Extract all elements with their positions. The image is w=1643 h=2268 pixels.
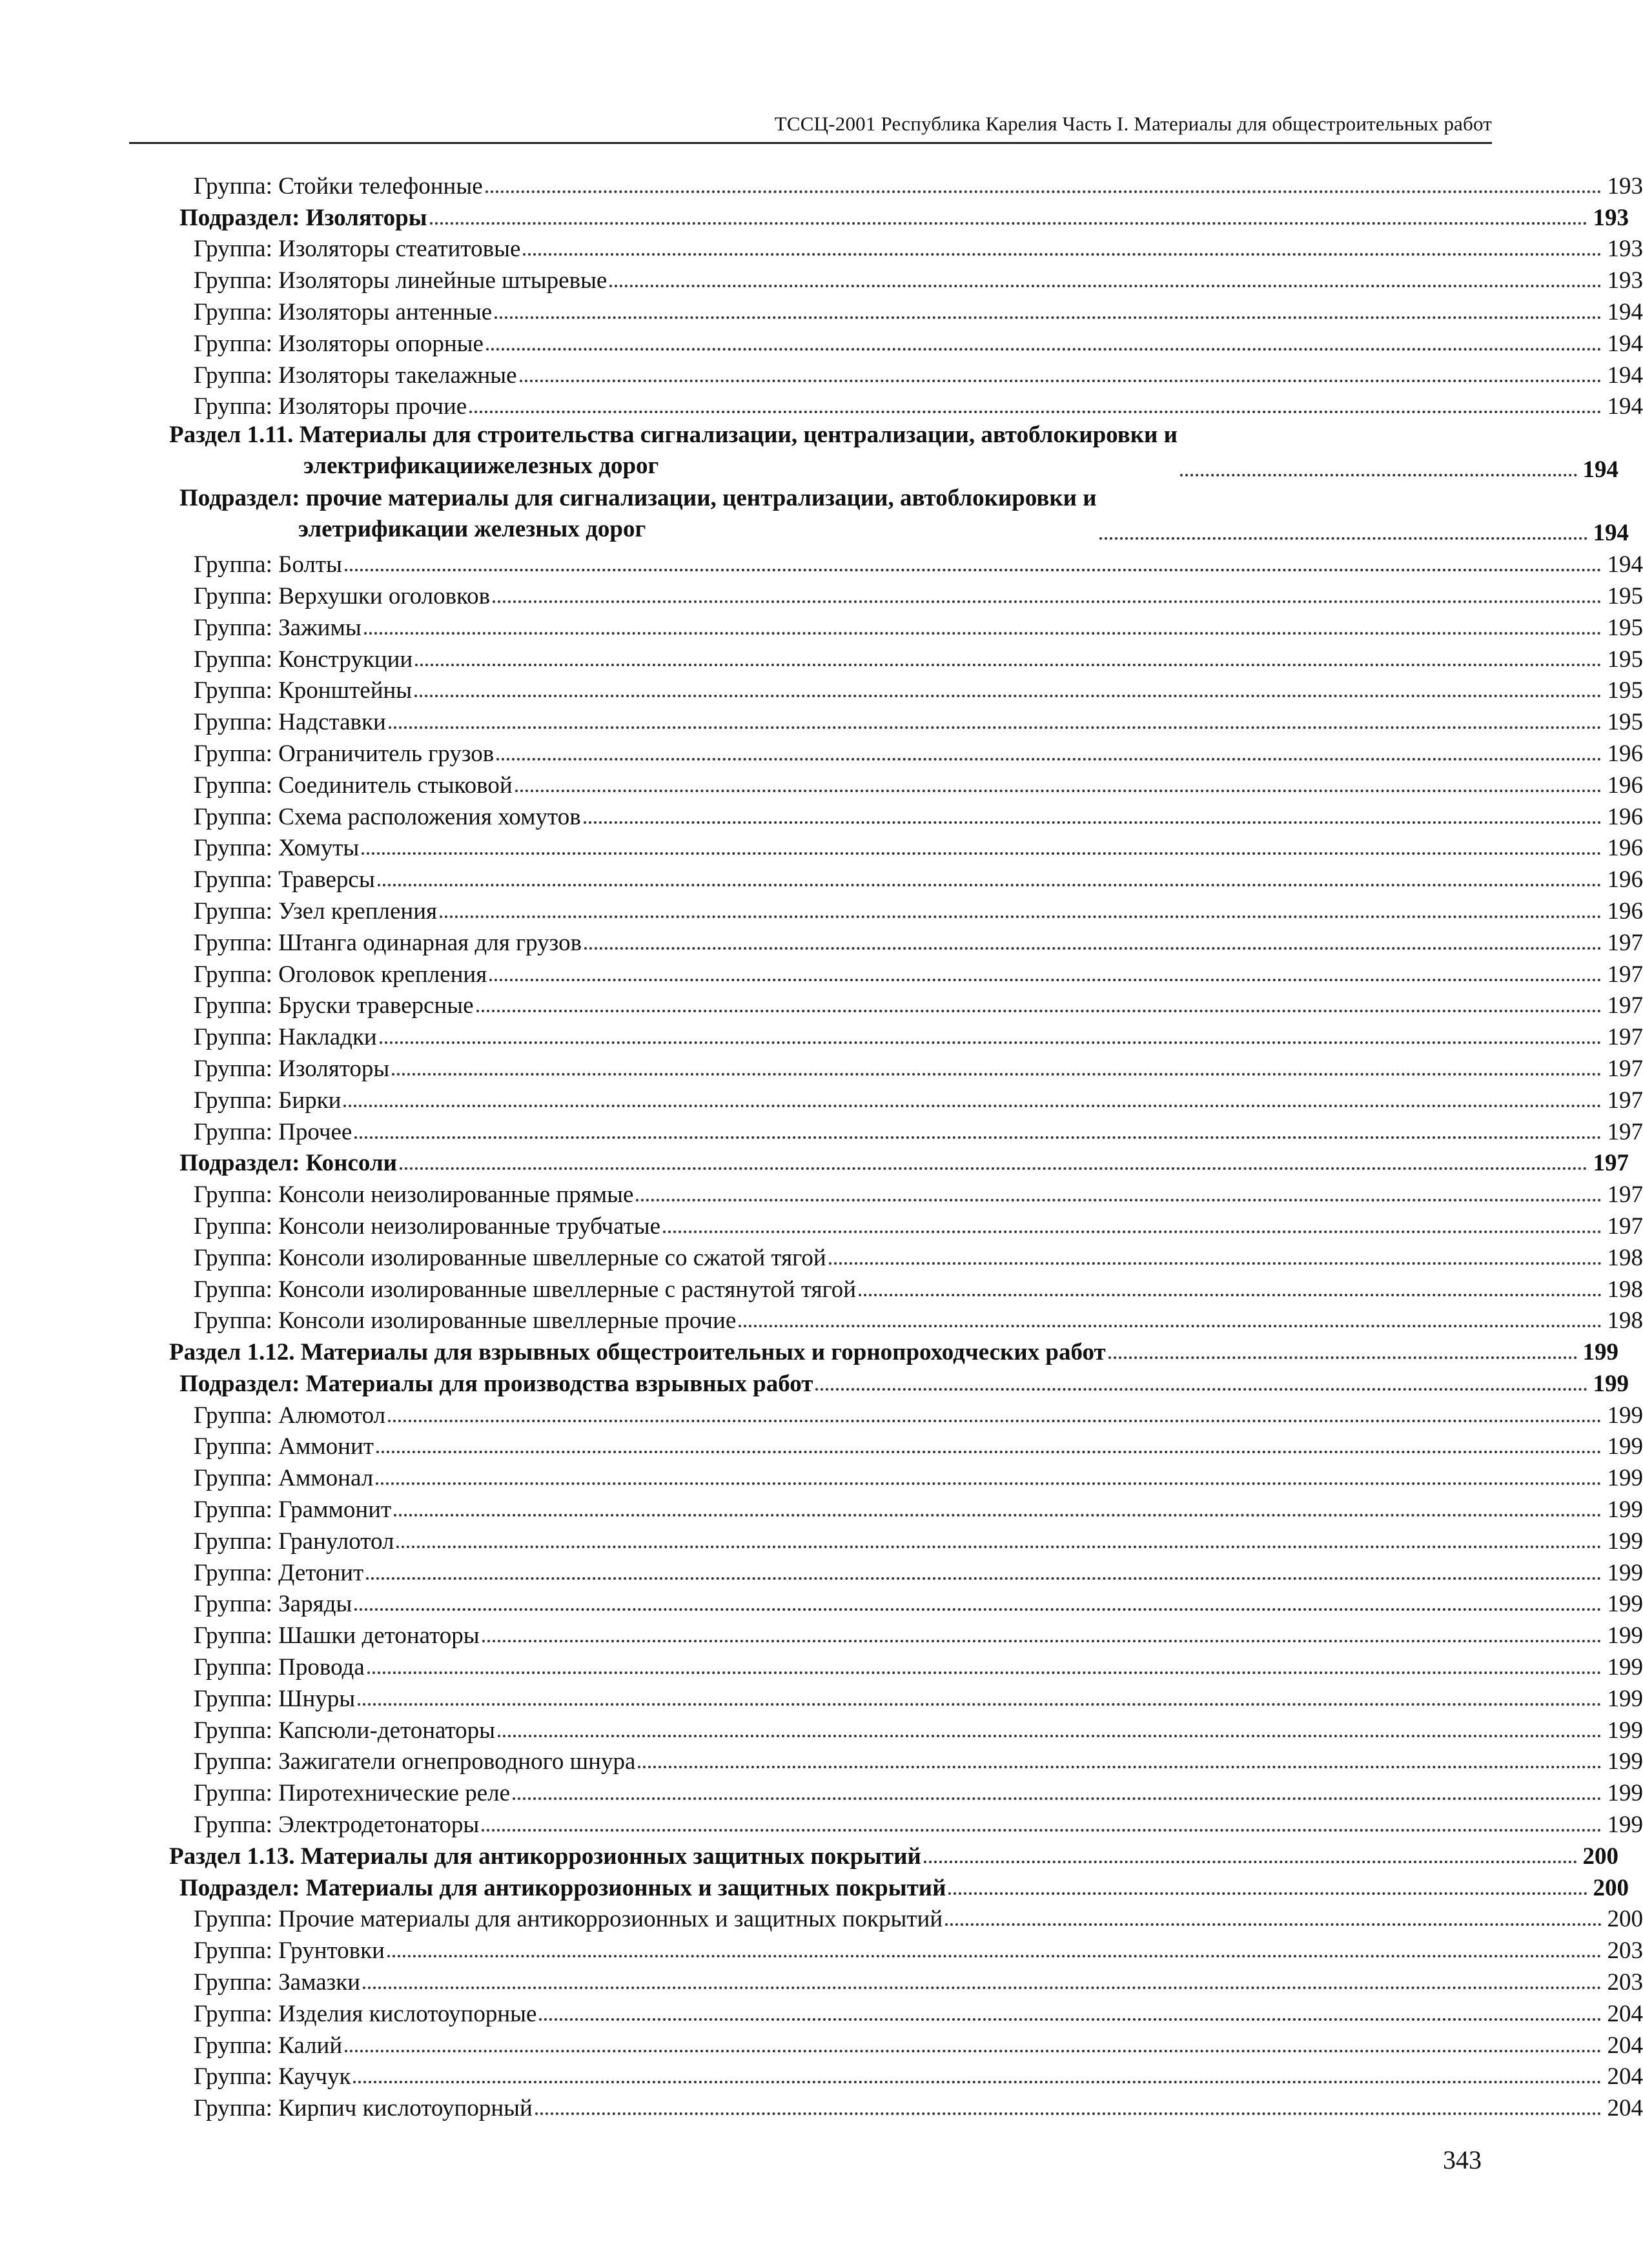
entry-title: Группа: Оголовок крепления (194, 961, 487, 988)
entry-page-number: 199 (1607, 1812, 1643, 1839)
entry-page-number: 196 (1607, 803, 1643, 830)
entry-title: Раздел 1.13. Материалы для антикоррозионных защитных покрытий (169, 1843, 921, 1870)
entry-title: Группа: Грунтовки (194, 1937, 385, 1965)
toc-entry-group[interactable] (0, 2089, 1643, 2120)
entry-title: Группа: Гранулотол (194, 1527, 394, 1555)
entry-title: Группа: Детонит (194, 1559, 364, 1586)
entry-title: Подраздел: Материалы для производства взрывных работ (179, 1370, 813, 1397)
entry-page-number: 197 (1607, 1087, 1643, 1114)
entry-page-number: 199 (1607, 1527, 1643, 1555)
dot-leader (1099, 537, 1587, 540)
entry-title: Группа: Шнуры (194, 1685, 356, 1712)
dot-leader (489, 979, 1602, 981)
toc-entry-group[interactable] (0, 2026, 1643, 2058)
dot-leader (430, 222, 1587, 225)
entry-title: Группа: Кирпич кислотоупорный (194, 2095, 533, 2122)
dot-leader (469, 411, 1602, 413)
toc-entry-group[interactable] (0, 892, 1643, 923)
dot-leader (400, 1167, 1587, 1170)
toc-entry-group[interactable] (0, 545, 1643, 577)
entry-page-number: 197 (1607, 1212, 1643, 1240)
toc-entry-group[interactable] (0, 2058, 1643, 2089)
entry-page-number: 199 (1607, 1497, 1643, 1524)
entry-title: Группа: Каучук (194, 2063, 351, 2090)
entry-title: Группа: Аммонит (194, 1433, 374, 1460)
toc-entry-group[interactable] (0, 1112, 1643, 1144)
entry-title: Подраздел: Материалы для антикоррозионных и защитных покрытий (179, 1874, 946, 1901)
entry-title: Группа: Изоляторы антенные (194, 298, 493, 325)
dot-leader (482, 1829, 1602, 1832)
toc-entry-group[interactable] (0, 230, 1643, 261)
entry-title (169, 420, 1178, 482)
entry-title: Группа: Калий (194, 2032, 343, 2059)
entry-title: Группа: Пиротехнические реле (194, 1780, 510, 1807)
dot-leader (354, 1608, 1602, 1611)
entry-title: Группа: Изоляторы прочие (194, 393, 467, 420)
header-title: ТССЦ-2001 Республика Карелия Часть I. Материалы для общестроительных работ (774, 112, 1492, 135)
toc-entry-group[interactable] (0, 1427, 1643, 1459)
dot-leader (663, 1231, 1602, 1233)
dot-leader (392, 1073, 1602, 1076)
entry-page-number: 199 (1607, 1465, 1643, 1492)
dot-leader (636, 1199, 1602, 1201)
entry-title: Группа: Изоляторы линейные штыревые (194, 267, 607, 294)
toc-entry-group[interactable] (0, 1017, 1643, 1049)
dot-leader (394, 1514, 1602, 1517)
entry-title: Группа: Соединитель стыковой (194, 771, 513, 799)
dot-leader (498, 1735, 1602, 1737)
entry-page-number: 197 (1607, 1118, 1643, 1145)
page-number: 343 (1443, 2145, 1482, 2174)
toc-entry-group[interactable] (0, 292, 1643, 324)
dot-leader (476, 1010, 1602, 1012)
entry-title: Группа: Траверсы (194, 866, 375, 894)
dot-leader (353, 2081, 1602, 2083)
entry-title: Группа: Зажимы (194, 614, 362, 641)
entry-page-number: 200 (1582, 1843, 1618, 1870)
dot-leader (486, 348, 1602, 351)
dot-leader (485, 190, 1602, 193)
entry-page-number: 194 (1607, 330, 1643, 357)
dot-leader (515, 790, 1602, 792)
dot-leader (495, 316, 1602, 319)
toc-entry-group[interactable] (0, 1522, 1643, 1553)
toc-entry-group[interactable] (0, 1805, 1643, 1837)
dot-leader (354, 1136, 1602, 1139)
entry-title: Группа: Консоли изолированные швеллерные прочие (194, 1307, 737, 1334)
toc-entry-group[interactable] (0, 640, 1643, 671)
entry-page-number: 204 (1607, 2063, 1643, 2090)
toc-entry-group[interactable] (0, 1931, 1643, 1963)
toc-entry-subsection[interactable] (0, 1364, 1629, 1396)
entry-page-number: 199 (1607, 1402, 1643, 1429)
dot-leader (380, 1041, 1602, 1044)
toc-entry-group[interactable] (0, 1900, 1643, 1932)
dot-leader (584, 947, 1602, 950)
toc-entry-group[interactable] (0, 829, 1643, 861)
entry-title: Группа: Провода (194, 1654, 365, 1681)
entry-page-number: 196 (1607, 740, 1643, 767)
entry-title: Группа: Схема расположения хомутов (194, 803, 581, 830)
dot-leader (387, 1955, 1602, 1957)
dot-leader (638, 1766, 1602, 1768)
entry-page-number: 198 (1607, 1307, 1643, 1334)
entry-page-number: 195 (1607, 614, 1643, 641)
dot-leader (815, 1388, 1587, 1391)
entry-title: Группа: Граммонит (194, 1497, 392, 1524)
toc-entry-group[interactable] (0, 577, 1643, 608)
entry-page-number: 198 (1607, 1244, 1643, 1271)
entry-page-number: 195 (1607, 646, 1643, 673)
dot-leader (378, 884, 1602, 886)
entry-title: Группа: Прочие материалы для антикоррозионных и защитных покрытий (194, 1906, 943, 1933)
dot-leader (363, 1987, 1602, 1989)
entry-page-number: 197 (1607, 1055, 1643, 1082)
toc-entry-group[interactable] (0, 1679, 1643, 1711)
entry-page-number: 194 (1607, 551, 1643, 578)
toc-entry-group[interactable] (0, 1238, 1643, 1270)
toc-entry-group[interactable] (0, 1490, 1643, 1522)
entry-title: Группа: Изоляторы такелажные (194, 362, 517, 389)
entry-title: Группа: Консоли изолированные швеллерные с растянутой тягой (194, 1276, 857, 1303)
toc-entry-group[interactable] (0, 1270, 1643, 1302)
entry-title: Группа: Консоли неизолированные трубчатые (194, 1212, 661, 1240)
toc-entry-group[interactable] (0, 1616, 1643, 1648)
entry-page-number: 199 (1607, 1717, 1643, 1744)
dot-leader (1108, 1356, 1577, 1359)
toc-entry-section[interactable] (0, 1333, 1618, 1364)
entry-title: Группа: Бирки (194, 1087, 342, 1114)
entry-page-number: 197 (1593, 1150, 1629, 1177)
entry-title: Группа: Конструкции (194, 646, 413, 673)
entry-page-number: 199 (1607, 1654, 1643, 1681)
entry-title: Группа: Изоляторы (194, 1055, 390, 1082)
entry-title: Подраздел: Изоляторы (179, 204, 427, 231)
entry-title: Группа: Штанга одинарная для грузов (194, 929, 582, 956)
dot-leader (345, 569, 1602, 571)
dot-leader (414, 695, 1602, 697)
entry-page-number: 195 (1607, 677, 1643, 704)
toc-entry-group[interactable] (0, 702, 1643, 734)
entry-page-number: 199 (1607, 1433, 1643, 1460)
entry-page-number: 195 (1607, 709, 1643, 736)
entry-page-number: 193 (1607, 267, 1643, 294)
entry-page-number: 197 (1607, 1024, 1643, 1051)
entry-page-number: 199 (1607, 1559, 1643, 1586)
entry-page-number: 196 (1607, 835, 1643, 862)
entry-page-number: 196 (1607, 866, 1643, 894)
entry-title: Группа: Консоли неизолированные прямые (194, 1181, 634, 1209)
entry-title: Группа: Заряды (194, 1591, 352, 1618)
toc-entry-group[interactable] (0, 1585, 1643, 1617)
toc-entry-subsection[interactable] (0, 1144, 1629, 1176)
toc-entry-section[interactable] (0, 418, 1618, 482)
toc-entry-group[interactable] (0, 387, 1643, 419)
toc-entry-group[interactable] (0, 608, 1643, 640)
toc-entry-group[interactable] (0, 1553, 1643, 1585)
entry-title: Раздел 1.12. Материалы для взрывных общестроительных и горнопроходческих работ (169, 1339, 1106, 1366)
table-of-contents (0, 167, 1643, 2122)
toc-entry-group[interactable] (0, 671, 1643, 703)
entry-page-number: 197 (1607, 961, 1643, 988)
entry-title-line-2: элетрификации железных дорог (298, 516, 646, 543)
toc-entry-group[interactable] (0, 986, 1643, 1018)
entry-page-number: 196 (1607, 897, 1643, 925)
entry-title: Группа: Хомуты (194, 835, 360, 862)
entry-page-number: 196 (1607, 771, 1643, 799)
entry-title: Группа: Верхушки оголовков (194, 582, 491, 609)
toc-entry-group[interactable] (0, 1049, 1643, 1081)
entry-title: Группа: Бруски траверсные (194, 992, 474, 1019)
toc-entry-group[interactable] (0, 1207, 1643, 1238)
toc-entry-group[interactable] (0, 1742, 1643, 1774)
entry-title: Группа: Изделия кислотоупорные (194, 2000, 537, 2027)
dot-leader (535, 2112, 1602, 2115)
dot-leader (496, 758, 1602, 761)
entry-page-number: 194 (1582, 456, 1618, 484)
dot-leader (829, 1262, 1602, 1265)
toc-entry-group[interactable] (0, 734, 1643, 766)
dot-leader (415, 664, 1602, 666)
entry-title: Группа: Капсюли-детонаторы (194, 1717, 496, 1744)
toc-entry-group[interactable] (0, 1302, 1643, 1333)
dot-leader (358, 1703, 1602, 1706)
dot-leader (343, 1105, 1602, 1107)
dot-leader (389, 726, 1602, 729)
dot-leader (482, 1640, 1602, 1642)
entry-title: Группа: Кронштейны (194, 677, 413, 704)
entry-title: Группа: Изоляторы опорные (194, 330, 484, 357)
toc-entry-group[interactable] (0, 356, 1643, 387)
entry-page-number: 197 (1607, 929, 1643, 956)
entry-page-number: 198 (1607, 1276, 1643, 1303)
running-header (129, 111, 1492, 144)
entry-page-number: 199 (1607, 1748, 1643, 1775)
entry-page-number: 199 (1607, 1591, 1643, 1618)
entry-page-number: 199 (1593, 1370, 1629, 1397)
toc-entry-group[interactable] (0, 261, 1643, 292)
entry-title-line-1: Раздел 1.11. Материалы для строительства сигнализации, централизации, автоблокировки и (169, 422, 1178, 449)
dot-leader (739, 1325, 1602, 1327)
entry-title: Группа: Узел крепления (194, 897, 438, 925)
entry-page-number: 193 (1607, 236, 1643, 263)
toc-entry-group[interactable] (0, 1175, 1643, 1207)
entry-page-number: 193 (1593, 204, 1629, 231)
dot-leader (948, 1892, 1587, 1895)
entry-page-number: 197 (1607, 1181, 1643, 1209)
dot-leader (367, 1671, 1602, 1674)
entry-title: Группа: Аммонал (194, 1465, 374, 1492)
entry-page-number: 193 (1607, 172, 1643, 199)
entry-page-number: 203 (1607, 1937, 1643, 1965)
toc-entry-group[interactable] (0, 1994, 1643, 2026)
entry-page-number: 204 (1607, 2000, 1643, 2027)
dot-leader (584, 821, 1602, 824)
entry-title: Подраздел: Консоли (179, 1150, 397, 1177)
dot-leader (440, 915, 1602, 918)
entry-page-number: 199 (1607, 1780, 1643, 1807)
dot-leader (523, 253, 1602, 256)
entry-page-number: 194 (1607, 393, 1643, 420)
toc-entry-group[interactable] (0, 1081, 1643, 1112)
toc-entry-subsection[interactable] (0, 1868, 1629, 1900)
entry-title: Группа: Зажигатели огнепроводного шнура (194, 1748, 636, 1775)
entry-page-number: 197 (1607, 992, 1643, 1019)
entry-page-number: 194 (1607, 298, 1643, 325)
entry-page-number: 200 (1607, 1906, 1643, 1933)
dot-leader (388, 1420, 1602, 1422)
toc-entry-group[interactable] (0, 955, 1643, 986)
dot-leader (364, 632, 1602, 635)
entry-title-line-2: электрификациижелезных дорог (303, 453, 659, 480)
toc-entry-group[interactable] (0, 1648, 1643, 1679)
entry-title: Группа: Замазки (194, 1969, 361, 1996)
toc-entry-group[interactable] (0, 797, 1643, 829)
dot-leader (1180, 474, 1577, 476)
dot-leader (924, 1861, 1577, 1863)
entry-page-number: 194 (1607, 362, 1643, 389)
entry-title: Группа: Ограничитель грузов (194, 740, 495, 767)
dot-leader (362, 852, 1602, 855)
dot-leader (539, 2018, 1602, 2021)
entry-page-number: 203 (1607, 1969, 1643, 1996)
dot-leader (376, 1451, 1602, 1453)
dot-leader (345, 2050, 1602, 2052)
toc-entry-group[interactable] (0, 1963, 1643, 1994)
entry-page-number: 204 (1607, 2095, 1643, 2122)
entry-page-number: 199 (1607, 1622, 1643, 1650)
toc-entry-group[interactable] (0, 1711, 1643, 1742)
dot-leader (859, 1294, 1602, 1296)
toc-entry-group[interactable] (0, 766, 1643, 797)
entry-title: Группа: Изоляторы стеатитовые (194, 236, 521, 263)
entry-title: Группа: Надставки (194, 709, 386, 736)
dot-leader (513, 1797, 1602, 1800)
entry-title-line-1: Подраздел: прочие материалы для сигнализации, централизации, автоблокировки и (179, 485, 1097, 512)
entry-page-number: 204 (1607, 2032, 1643, 2059)
entry-title: Группа: Электродетонаторы (194, 1812, 480, 1839)
toc-entry-subsection[interactable] (0, 198, 1629, 230)
entry-title: Группа: Накладки (194, 1024, 377, 1051)
dot-leader (520, 380, 1602, 382)
dot-leader (366, 1577, 1602, 1580)
entry-title: Группа: Прочее (194, 1118, 352, 1145)
toc-entry-section[interactable] (0, 1837, 1618, 1868)
entry-page-number: 194 (1593, 520, 1629, 547)
entry-title: Группа: Болты (194, 551, 342, 578)
toc-entry-group[interactable] (0, 860, 1643, 892)
toc-entry-group[interactable] (0, 167, 1643, 198)
toc-entry-group[interactable] (0, 324, 1643, 356)
entry-title: Группа: Шашки детонаторы (194, 1622, 480, 1650)
entry-page-number: 195 (1607, 582, 1643, 609)
dot-leader (945, 1923, 1602, 1926)
entry-title (179, 483, 1097, 545)
toc-entry-group[interactable] (0, 1458, 1643, 1490)
entry-title: Группа: Алюмотол (194, 1402, 386, 1429)
dot-leader (376, 1482, 1602, 1485)
entry-page-number: 200 (1593, 1874, 1629, 1901)
dot-leader (493, 600, 1602, 603)
toc-entry-group[interactable] (0, 923, 1643, 955)
toc-entry-group[interactable] (0, 1396, 1643, 1427)
toc-entry-group[interactable] (0, 1773, 1643, 1805)
toc-entry-subsection[interactable] (0, 482, 1629, 545)
entry-title: Группа: Консоли изолированные швеллерные со сжатой тягой (194, 1244, 826, 1271)
dot-leader (396, 1546, 1602, 1548)
dot-leader (609, 285, 1602, 287)
entry-page-number: 199 (1607, 1685, 1643, 1712)
entry-page-number: 199 (1582, 1339, 1618, 1366)
entry-title: Группа: Стойки телефонные (194, 172, 483, 199)
